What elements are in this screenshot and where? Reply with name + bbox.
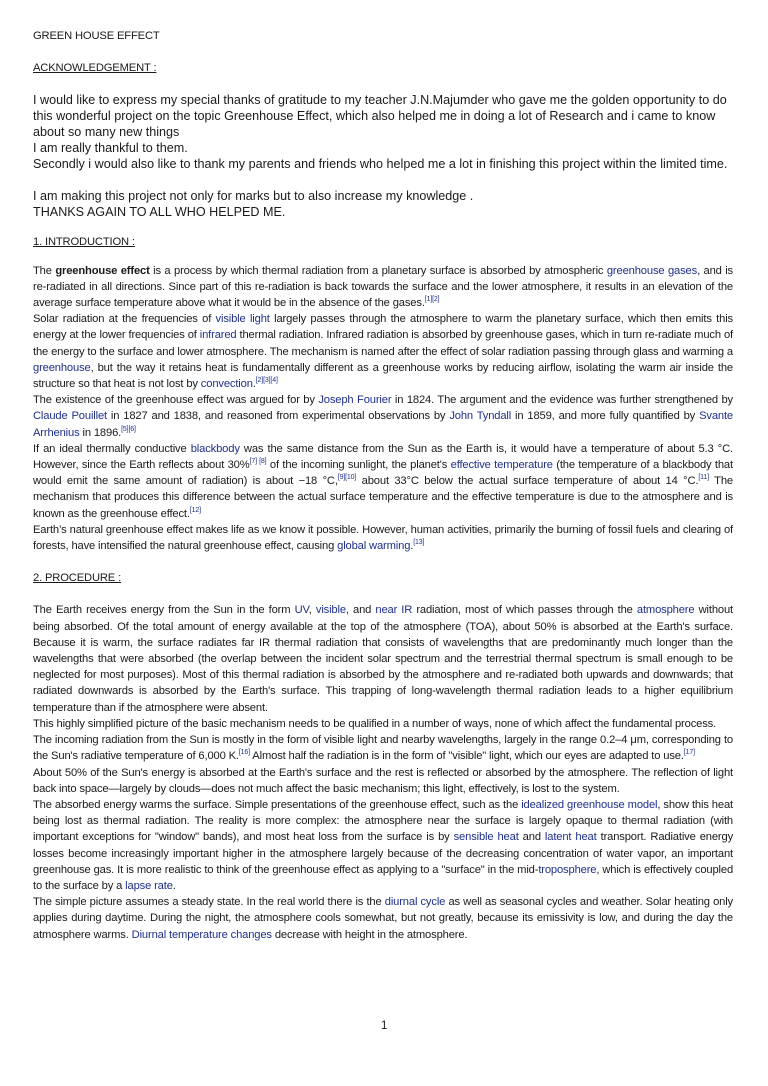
text-run: Solar radiation at the frequencies of xyxy=(33,313,216,326)
text-run: The xyxy=(33,264,56,277)
text-run: , xyxy=(308,604,316,617)
text-run: (the temperature of a blackbody that would emit the same amount of radiation) is about −18 °C, xyxy=(33,459,733,488)
text-run: The simple picture assumes a steady state. In the real world there is the xyxy=(33,896,385,909)
text-run: in 1859, and more fully quantified by xyxy=(511,410,700,423)
paragraph xyxy=(33,716,733,732)
text-run: in 1824. The argument and the evidence was further strengthened by xyxy=(391,394,734,407)
text-run: in 1896. xyxy=(79,426,122,439)
wiki-link[interactable]: John Tyndall xyxy=(449,410,512,423)
wiki-link[interactable]: sensible heat xyxy=(453,831,519,844)
citation-link[interactable]: [16] xyxy=(238,749,250,757)
wiki-link[interactable]: atmosphere xyxy=(636,604,695,617)
text-run: This highly simplified picture of the basic mechanism needs to be qualified in a number of ways, none of which affect the fundamental process. xyxy=(33,717,717,730)
citation-link[interactable]: [5][6] xyxy=(121,425,136,433)
acknowledgement-body xyxy=(33,92,733,220)
wiki-link[interactable]: greenhouse xyxy=(33,361,91,374)
text-run: as well as seasonal cycles and weather. Solar heating only applies during daytime. During the night, the atmosphere cools somewhat, but not greatly, because its emissivity is low, and during the day the atmosphere warms. xyxy=(33,896,733,941)
text-run: Almost half the radiation is in the form of "visible" light, which our eyes are adapted to use. xyxy=(249,750,684,763)
acknowledgement-heading: ACKNOWLEDGEMENT : xyxy=(33,62,157,75)
paragraph xyxy=(33,263,733,312)
text-run: is a process by which thermal radiation from a planetary surface is absorbed by atmospheric xyxy=(149,264,607,277)
citation-link[interactable]: [2][3][4] xyxy=(255,377,278,385)
paragraph xyxy=(33,522,733,554)
paragraph xyxy=(33,894,733,943)
text-run: The absorbed energy warms the surface. Simple presentations of the greenhouse effect, such as the xyxy=(33,798,522,811)
citation-link[interactable]: [11] xyxy=(698,474,709,482)
wiki-link[interactable]: troposphere xyxy=(538,863,597,876)
introduction-heading: 1. INTRODUCTION : xyxy=(33,236,135,249)
text-run: largely passes through the atmosphere to warm the planetary surface, which then emits this energy at the lower frequencies of xyxy=(33,313,733,342)
wiki-link[interactable]: latent heat xyxy=(544,831,597,844)
text-run: . xyxy=(172,879,176,892)
paragraph xyxy=(33,765,733,797)
text-run: , which is effectively coupled to the surface by a xyxy=(33,863,734,892)
paragraph xyxy=(33,602,733,715)
citation-link[interactable]: [9][10] xyxy=(337,474,357,482)
document-page xyxy=(33,28,733,943)
text-run: , and is re-radiated in all directions. Since part of this re-radiation is back towards the surface and the lower atmosphere, it results in an elevation of the average surface temperature above what it would be in the absence of the gases. xyxy=(33,264,733,310)
text-run: of the incoming sunlight, the planet's xyxy=(266,459,451,472)
wiki-link[interactable]: greenhouse gases xyxy=(606,264,698,277)
wiki-link[interactable]: near IR xyxy=(375,604,413,617)
text-run: The incoming radiation from the Sun is mostly in the form of visible light and nearby wavelengths, largely in the range 0.2–4 μm, corresponding to the Sun's radiative temperature of 6,000 K. xyxy=(33,734,733,763)
text-run: If an ideal thermally conductive xyxy=(33,442,191,455)
wiki-link[interactable]: visible xyxy=(315,604,346,617)
wiki-link[interactable]: Diurnal temperature changes xyxy=(131,928,272,941)
text-run: About 50% of the Sun's energy is absorbed at the Earth's surface and the rest is reflected or absorbed by the atmosphere. The reflection of light back into space—largely by clouds—does not much affect the basic mechanism; this light, effectively, is lost to the system. xyxy=(33,766,733,795)
ack-line: I would like to express my special thanks of gratitude to my teacher J.N.Majumder who gave me the golden opportunity to do this wonderful project on the topic Greenhouse Effect, which also helped me in doing a lot of Research and i came to know about so many new things xyxy=(33,93,727,140)
wiki-link[interactable]: global warming xyxy=(337,540,411,553)
text-run: thermal radiation. Infrared radiation is absorbed by greenhouse gases, which in turn re-radiate much of the energy to the surface and lower atmosphere. The mechanism is named after the effect of solar radiation passing through glass and warming a xyxy=(33,329,733,358)
text-run: , but the way it retains heat is fundamentally different as a greenhouse works by reducing airflow, isolating the warm air inside the structure so that heat is not lost by xyxy=(33,361,733,391)
paragraph xyxy=(33,441,733,522)
wiki-link[interactable]: infrared xyxy=(199,329,237,342)
text-run: in 1827 and 1838, and reasoned from experimental observations by xyxy=(106,410,450,423)
procedure-body xyxy=(33,602,733,942)
paragraph xyxy=(33,392,733,441)
wiki-link[interactable]: visible light xyxy=(215,313,270,326)
procedure-heading: 2. PROCEDURE : xyxy=(33,572,122,585)
wiki-link[interactable]: Joseph Fourier xyxy=(318,394,392,407)
wiki-link[interactable]: blackbody xyxy=(190,442,240,455)
citation-link[interactable]: [7] [8] xyxy=(249,458,267,466)
text-run: transport. Radiative energy losses become increasingly important higher in the atmosphere largely because of the decreasing concentration of water vapor, an important greenhouse gas. It is more realistic to think of the greenhouse effect as applying to a "surface" in the mid- xyxy=(33,831,734,876)
text-run: Earth’s natural greenhouse effect makes life as we know it possible. However, human activities, primarily the burning of fossil fuels and clearing of forests, have intensified the natural greenhouse effect, causing xyxy=(33,523,733,553)
paragraph xyxy=(33,732,733,764)
citation-link[interactable]: [12] xyxy=(189,506,201,514)
citation-link[interactable]: [13] xyxy=(413,539,425,547)
text-run: The Earth receives energy from the Sun in the form xyxy=(33,604,295,617)
text-run: about 33°C below the actual surface temperature of about 14 °C. xyxy=(356,475,699,488)
text-run: , and xyxy=(345,604,376,617)
text-run: without being absorbed. Of the total amount of energy available at the top of the atmosphere (TOA), about 50% is absorbed at the Earth's surface. Because it is warm, the surface radiates far IR thermal radiation that consists of wavelengths that are predominantly much longer than the wavelengths that were absorbed (the overlap between the incident solar spectrum and the terrestrial thermal spectrum is small enough to be neglected for most purposes). Most of this thermal radiation is absorbed by the atmosphere and re-radiated both upwards and downwards; that radiated downwards is absorbed by the Earth's surface. This trapping of long-wavelength thermal radiation leads to a higher equilibrium temperature than if the atmosphere were absent. xyxy=(33,604,734,714)
text-run: radiation, most of which passes through the xyxy=(412,604,637,617)
wiki-link[interactable]: convection xyxy=(200,378,253,391)
document-title: GREEN HOUSE EFFECT xyxy=(33,30,160,42)
text-run: The existence of the greenhouse effect was argued for by xyxy=(33,394,319,407)
introduction-body xyxy=(33,263,733,555)
wiki-link[interactable]: Svante Arrhenius xyxy=(33,410,733,439)
text-run: decrease with height in the atmosphere. xyxy=(271,928,468,941)
ack-line: I am really thankful to them. xyxy=(33,141,188,156)
wiki-link[interactable]: lapse rate xyxy=(125,879,173,892)
paragraph xyxy=(33,797,733,894)
citation-link[interactable]: [1][2] xyxy=(424,296,440,304)
wiki-link[interactable]: idealized greenhouse model xyxy=(521,798,658,811)
wiki-link[interactable]: diurnal cycle xyxy=(384,896,446,909)
text-run: , show this heat being lost as thermal radiation. The reality is more complex: the atmosphere near the surface is largely opaque to thermal radiation (with important exceptions for "window" bands), and most heat loss from the surface is by xyxy=(33,798,733,844)
text-run: and xyxy=(518,831,545,844)
text-run: . xyxy=(410,540,414,553)
page-number: 1 xyxy=(381,1020,388,1032)
bold-term: greenhouse effect xyxy=(55,264,150,277)
wiki-link[interactable]: Claude Pouillet xyxy=(33,410,107,423)
text-run: was the same distance from the Sun as the Earth is, it would have a temperature of about 5.3 °C. However, since the Earth reflects about 30% xyxy=(33,442,733,472)
ack-closing: I am making this project not only for marks but to also increase my knowledge . xyxy=(33,189,474,204)
citation-link[interactable]: [17] xyxy=(683,749,695,757)
ack-thanks: THANKS AGAIN TO ALL WHO HELPED ME. xyxy=(33,205,286,220)
ack-line: Secondly i would also like to thank my parents and friends who helped me a lot in finishing this project within the limited time. xyxy=(33,157,728,172)
wiki-link[interactable]: effective temperature xyxy=(450,459,553,472)
text-run: The mechanism that produces this difference between the actual surface temperature and the effective temperature is due to the atmosphere and is known as the greenhouse effect. xyxy=(33,475,733,520)
wiki-link[interactable]: UV xyxy=(294,604,309,617)
paragraph xyxy=(33,311,733,392)
text-run: . xyxy=(252,378,256,391)
